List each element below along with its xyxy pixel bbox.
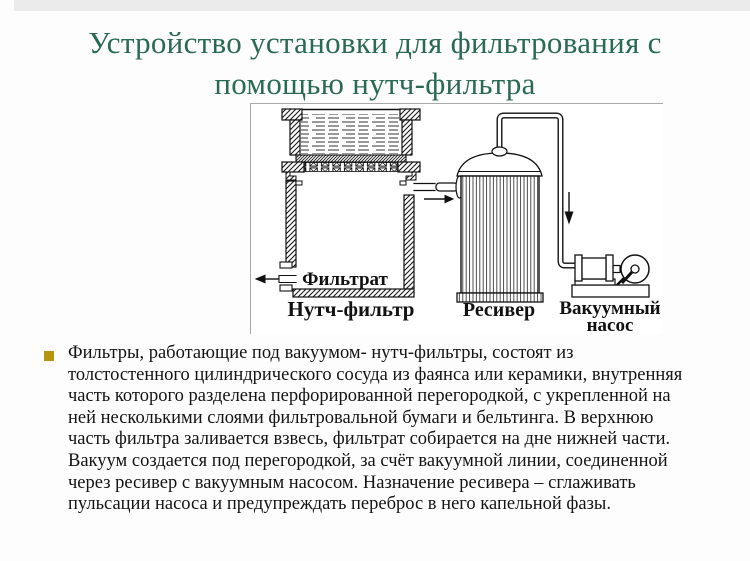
- bullet-block: [44, 343, 682, 516]
- label-filtrate: Фильтрат: [302, 269, 388, 290]
- slide-top-band: [14, 0, 750, 11]
- label-nutsch-filter: Нутч-фильтр: [287, 297, 415, 321]
- nutsch-filter-diagram: [251, 104, 663, 334]
- label-vacuum-pump-line2: насос: [586, 315, 634, 334]
- to-receiver-arrow-head: [445, 195, 453, 202]
- bullet-marker: [44, 351, 54, 361]
- bullet-text-line: часть фильтра заливается взвесь, фильтрат собирается на дне нижней части.: [68, 429, 671, 450]
- vacuum-line-stub: [436, 183, 458, 191]
- bullet-text-line: часть которого разделена перфорированной перегородкой, с укрепленной на: [68, 386, 671, 407]
- bullet-text-line: толстостенного цилиндрического сосуда из фаянса или керамики, внутренняя: [68, 364, 683, 385]
- bullet-text-line: пульсации насоса и предупреждать переброс в него капельной фазы.: [68, 494, 611, 515]
- perforated-partition: [305, 163, 397, 172]
- bullet-text-line: через ресивер с вакуумным насосом. Назначение ресивера – сглаживать: [68, 472, 636, 493]
- vacuum-pump-drawing: [572, 255, 649, 297]
- receiver-tank: [461, 176, 539, 293]
- slide-title: [0, 22, 750, 104]
- bullet-text-line: Вакуум создается под перегородкой, за счёт вакуумной линии, соединенной: [68, 450, 668, 471]
- bullet-text-line: Фильтры, работающие под вакуумом- нутч-фильтры, состоят из: [68, 343, 574, 363]
- filtrate-arrow-head: [256, 275, 265, 283]
- title-line-1: Устройство установки для фильтрования с: [88, 25, 662, 60]
- diagram-image: [250, 103, 663, 334]
- bullet-text-line: ней несколькими слоями фильтровальной бумаги и бельтинга. В верхнюю: [68, 407, 654, 428]
- pipe-down-arrow-head: [565, 212, 573, 223]
- filter-cloth-layer: [296, 155, 406, 162]
- label-vacuum-pump-line1: Вакуумный: [559, 298, 661, 319]
- receiver-drawing: [457, 116, 577, 303]
- label-receiver: Ресивер: [462, 299, 536, 321]
- bullet-text: [68, 343, 682, 516]
- title-line-2: помощью нутч-фильтра: [214, 66, 536, 101]
